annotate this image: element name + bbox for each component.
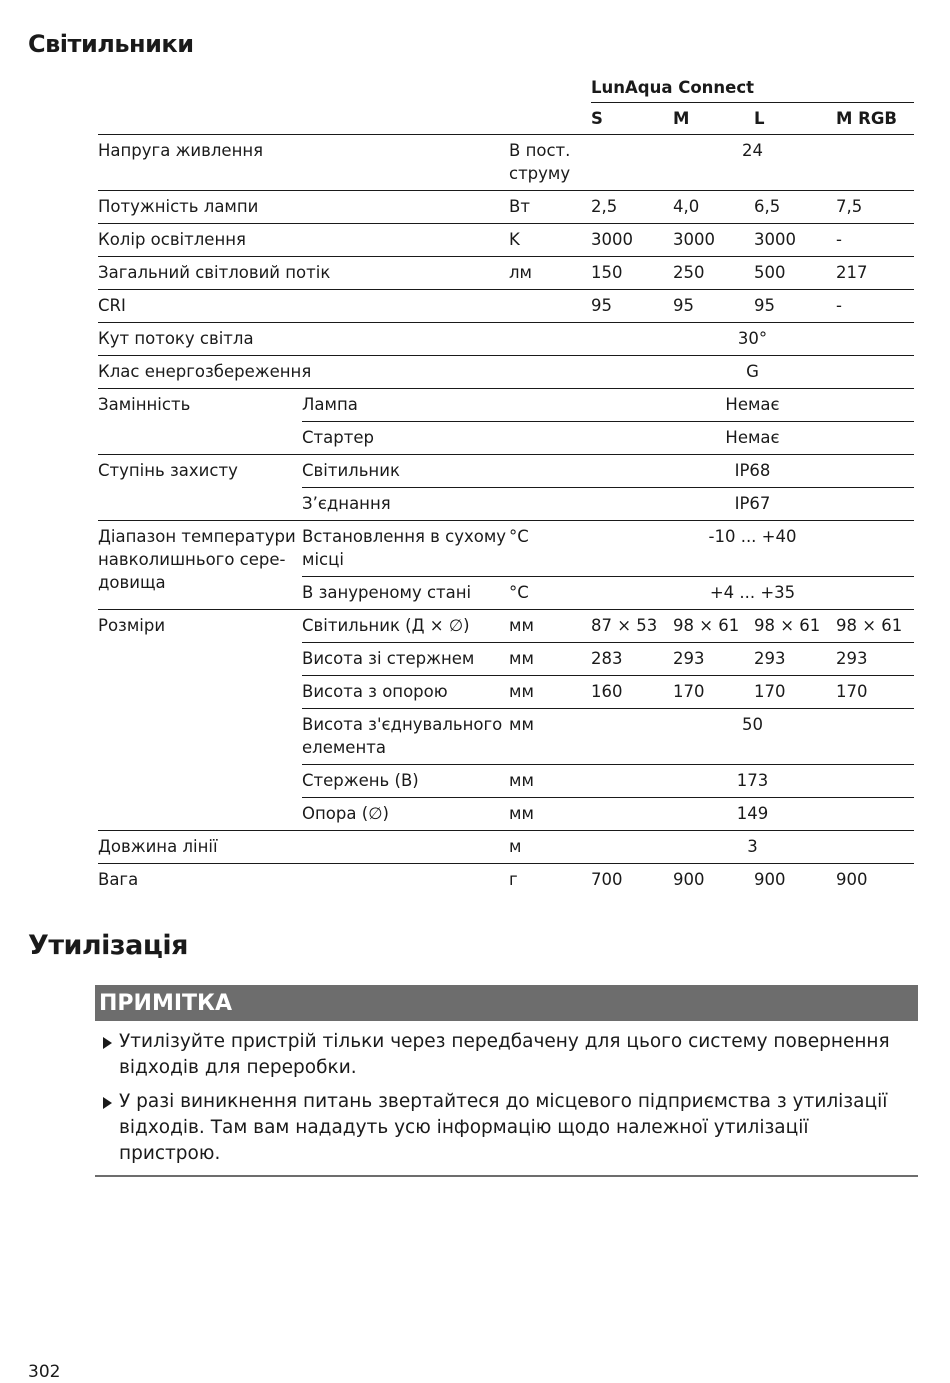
table-row-cable [98, 831, 914, 864]
row-sublabel: Висота зі стержнем [302, 643, 509, 676]
note-box [95, 985, 918, 1177]
row-value: 170 [836, 676, 914, 709]
row-value: 900 [754, 864, 836, 897]
row-value: 98 × 61 [673, 610, 754, 643]
row-label: Вага [98, 864, 509, 897]
row-label: Потужність лампи [98, 191, 509, 224]
variant-header: S [591, 109, 603, 128]
row-unit: м [509, 831, 591, 864]
triangle-bullet-icon [103, 1037, 112, 1049]
row-unit: мм [509, 765, 591, 798]
table-row-power [98, 191, 914, 224]
section-title-luminaires: Світильники [28, 30, 194, 58]
row-sublabel: Стержень (B) [302, 765, 509, 798]
row-sublabel: Висота з опорою [302, 676, 509, 709]
row-value: 87 × 53 [591, 610, 673, 643]
note-text: Утилізуйте пристрій тільки через передбачену для цього систему повернення відходів для переробки. [119, 1031, 890, 1078]
row-value: 3000 [754, 224, 836, 257]
row-value: 170 [673, 676, 754, 709]
row-label: Клас енергозбереження [98, 356, 591, 389]
row-value: 150 [591, 257, 673, 290]
row-value: 95 [591, 290, 673, 323]
row-value: +4 ... +35 [591, 577, 914, 610]
row-value: Немає [591, 389, 914, 422]
table-row-dim-luminaire [98, 610, 914, 643]
variant-header: M [673, 109, 690, 128]
row-value: 98 × 61 [754, 610, 836, 643]
row-value: -10 ... +40 [591, 521, 914, 577]
row-value: 700 [591, 864, 673, 897]
row-label: Замінність [98, 389, 302, 455]
row-value: 293 [836, 643, 914, 676]
table-row-weight [98, 864, 914, 897]
brand-header: LunAqua Connect [591, 72, 914, 103]
row-value: 283 [591, 643, 673, 676]
row-label: Довжина лінії [98, 831, 509, 864]
row-value: 95 [673, 290, 754, 323]
table-header-variants-row [98, 103, 914, 135]
row-label: Розміри [98, 610, 302, 831]
row-label: CRI [98, 290, 591, 323]
table-row-energy [98, 356, 914, 389]
row-sublabel: Світильник (Д × ∅) [302, 610, 509, 643]
row-unit: В пост. струму [509, 135, 591, 191]
table-row-voltage [98, 135, 914, 191]
row-value: 3000 [591, 224, 673, 257]
row-value: 95 [754, 290, 836, 323]
row-value: 293 [673, 643, 754, 676]
row-unit: K [509, 224, 591, 257]
row-value: 4,0 [673, 191, 754, 224]
specs-table [98, 72, 914, 896]
row-value: 160 [591, 676, 673, 709]
row-value: - [836, 224, 914, 257]
row-value: G [591, 356, 914, 389]
row-unit: г [509, 864, 591, 897]
row-value: 217 [836, 257, 914, 290]
row-sublabel: Опора (∅) [302, 798, 509, 831]
row-unit: мм [509, 709, 591, 765]
page-number: 302 [28, 1362, 61, 1382]
row-value: 24 [591, 135, 914, 191]
row-sublabel: Лампа [302, 389, 509, 422]
row-value: 98 × 61 [836, 610, 914, 643]
list-item [95, 1089, 918, 1167]
row-value: IP68 [591, 455, 914, 488]
note-text: У разі виникнення питань звертайтеся до місцевого підприємства з утилізації відходів. Там вам нададуть усю інформацію щодо належної утилізації пристрою. [119, 1091, 888, 1164]
row-unit: лм [509, 257, 591, 290]
table-row-beam [98, 323, 914, 356]
row-sublabel: Стартер [302, 422, 509, 455]
table-row-protection-luminaire [98, 455, 914, 488]
row-unit: мм [509, 610, 591, 643]
row-sublabel: Встановлення в сухому місці [302, 521, 509, 577]
row-label: Загальний світловий потік [98, 257, 509, 290]
row-unit: мм [509, 643, 591, 676]
variant-header: M RGB [836, 109, 897, 128]
row-label: Кут потоку світла [98, 323, 591, 356]
row-value: 3 [591, 831, 914, 864]
row-unit: °C [509, 521, 591, 577]
row-value: 6,5 [754, 191, 836, 224]
section-title-disposal: Утилізація [28, 930, 188, 961]
variant-header: L [754, 109, 765, 128]
row-unit: Вт [509, 191, 591, 224]
row-label: Колір освітлення [98, 224, 509, 257]
row-label: Діапазон температури навколишнього середовища [98, 521, 302, 610]
row-value: 7,5 [836, 191, 914, 224]
table-row-color-temp [98, 224, 914, 257]
row-value: 900 [673, 864, 754, 897]
row-label: Ступінь захисту [98, 455, 302, 521]
row-value: 2,5 [591, 191, 673, 224]
row-value: 149 [591, 798, 914, 831]
table-row-cri [98, 290, 914, 323]
row-value: 3000 [673, 224, 754, 257]
row-value: 173 [591, 765, 914, 798]
row-value: Немає [591, 422, 914, 455]
table-row-replace-lamp [98, 389, 914, 422]
row-value: 30° [591, 323, 914, 356]
row-value: 50 [591, 709, 914, 765]
table-header-brand-row [98, 72, 914, 103]
row-value: 250 [673, 257, 754, 290]
row-unit: мм [509, 798, 591, 831]
row-value: 900 [836, 864, 914, 897]
row-sublabel: З’єднання [302, 488, 509, 521]
row-unit: мм [509, 676, 591, 709]
row-value: 293 [754, 643, 836, 676]
table-row-flux [98, 257, 914, 290]
list-item [95, 1029, 918, 1081]
table-row-temp-dry [98, 521, 914, 577]
note-header: ПРИМІТКА [95, 985, 918, 1021]
triangle-bullet-icon [103, 1097, 112, 1109]
row-sublabel: Світильник [302, 455, 509, 488]
row-unit: °C [509, 577, 591, 610]
row-sublabel: В зануреному стані [302, 577, 509, 610]
row-label: Напруга живлення [98, 135, 509, 191]
row-value: 170 [754, 676, 836, 709]
row-value: - [836, 290, 914, 323]
row-sublabel: Висота з'єднувального елемента [302, 709, 509, 765]
row-value: IP67 [591, 488, 914, 521]
row-value: 500 [754, 257, 836, 290]
